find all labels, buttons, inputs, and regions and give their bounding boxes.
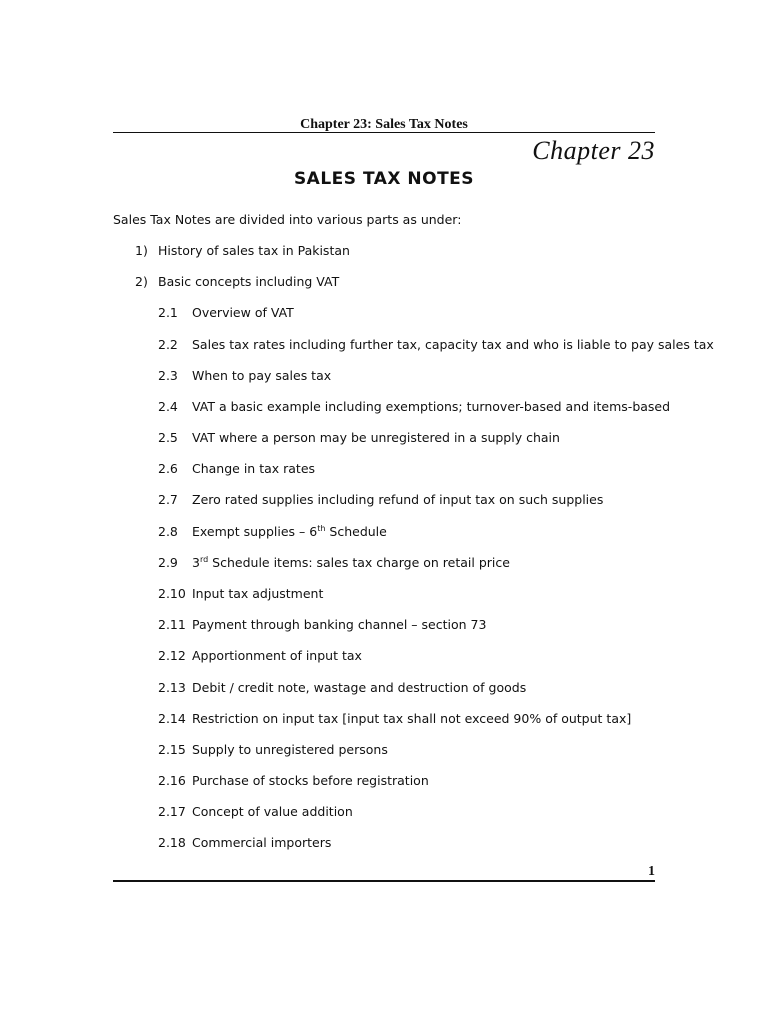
sub-item-number: 2.1 (158, 305, 178, 320)
list-item-text: History of sales tax in Pakistan (158, 243, 350, 258)
sub-item-number: 2.12 (158, 648, 186, 663)
chapter-label: Chapter 23 (532, 136, 655, 165)
header-rule (113, 132, 655, 133)
sub-item-number: 2.5 (158, 430, 178, 445)
list-item-text: Basic concepts including VAT (158, 274, 340, 289)
sub-item-text: Change in tax rates (192, 461, 316, 476)
sub-item-text: Payment through banking channel – section 73 (192, 617, 487, 632)
sub-item-number: 2.7 (158, 492, 178, 507)
footer-rule (113, 880, 655, 882)
sub-item-text-part: Schedule items: sales tax charge on retail price (208, 555, 510, 570)
sub-item-number: 2.13 (158, 680, 186, 695)
sub-item-text: Purchase of stocks before registration (192, 773, 429, 788)
sub-item-number: 2.9 (158, 555, 178, 570)
sub-item-text: VAT a basic example including exemptions; turnover-based and items-based (192, 399, 671, 414)
sub-item-number: 2.15 (158, 742, 186, 757)
sub-item-number: 2.10 (158, 586, 186, 601)
sub-item-text: Sales tax rates including further tax, capacity tax and who is liable to pay sales tax (192, 337, 714, 352)
sub-item-text: Restriction on input tax [input tax shall not exceed 90% of output tax] (192, 711, 632, 726)
ordinal-suffix: rd (199, 555, 209, 564)
sub-item-text-part: Schedule (325, 524, 387, 539)
sub-item-number: 2.6 (158, 461, 178, 476)
sub-item-text: Input tax adjustment (192, 586, 324, 601)
sub-item-text: Concept of value addition (192, 804, 353, 819)
ordinal-suffix: th (317, 524, 326, 533)
sub-item-text: Commercial importers (192, 835, 332, 850)
sub-item-number: 2.3 (158, 368, 178, 383)
sub-item-text: Overview of VAT (192, 305, 294, 320)
sub-item-text (192, 524, 387, 539)
page-number: 1 (648, 864, 655, 879)
sub-item-text: Zero rated supplies including refund of input tax on such supplies (192, 492, 604, 507)
sub-item-text: Debit / credit note, wastage and destruction of goods (192, 680, 527, 695)
sub-item-text-part: 3 (192, 555, 200, 570)
sub-item-number: 2.11 (158, 617, 186, 632)
sub-item-text (192, 555, 510, 570)
running-header: Chapter 23: Sales Tax Notes (300, 117, 468, 132)
sub-item-text: When to pay sales tax (192, 368, 332, 383)
sub-item-text: Supply to unregistered persons (192, 742, 388, 757)
sub-item-number: 2.8 (158, 524, 178, 539)
intro-text: Sales Tax Notes are divided into various parts as under: (113, 212, 462, 227)
sub-item-text: Apportionment of input tax (192, 648, 362, 663)
page-title: SALES TAX NOTES (293, 169, 475, 189)
sub-item-number: 2.4 (158, 399, 178, 414)
sub-item-number: 2.18 (158, 835, 186, 850)
list-item-number: 1) (135, 243, 148, 258)
sub-item-number: 2.16 (158, 773, 186, 788)
sub-item-number: 2.17 (158, 804, 186, 819)
list-item-number: 2) (135, 274, 148, 289)
sub-item-number: 2.2 (158, 337, 178, 352)
sub-item-text: VAT where a person may be unregistered in a supply chain (192, 430, 560, 445)
sub-item-number: 2.14 (158, 711, 186, 726)
sub-item-text-part: Exempt supplies – 6 (192, 524, 318, 539)
